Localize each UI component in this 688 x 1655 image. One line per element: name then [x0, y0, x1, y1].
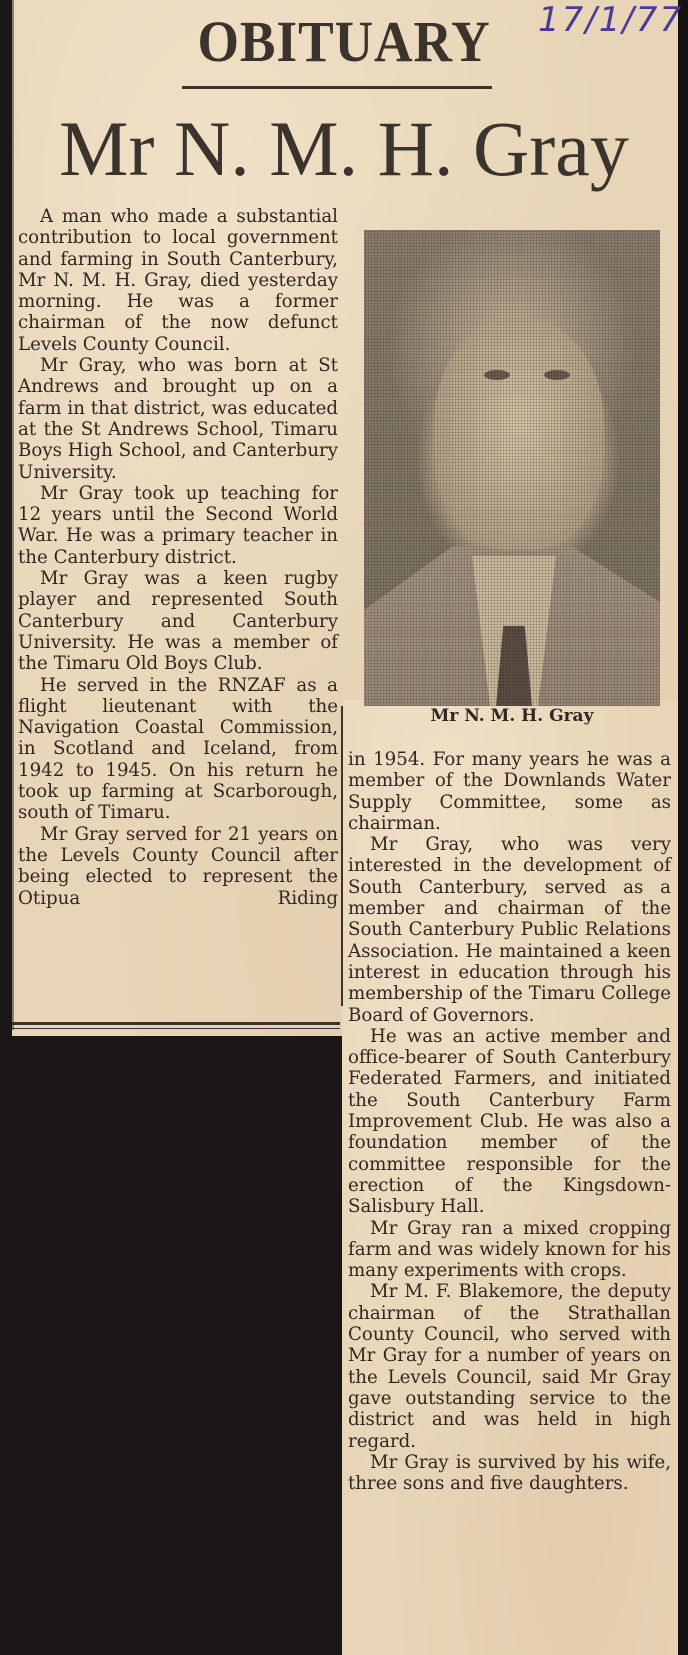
handwritten-date: 17/1/77: [538, 0, 684, 40]
paragraph: A man who made a substantial contribution to local government and farming in South Canterbury, Mr N. M. H. Gray, died yesterday morning. He was a former chairman of the now defunct Levels County Council.: [18, 206, 338, 355]
photo-eye: [544, 370, 570, 380]
continuation-paragraph: in 1954. For many years he was a member of the Downlands Water Supply Committee, some as chairman.: [348, 749, 671, 834]
paragraph: Mr Gray, who was very interested in the development of South Canterbury, served as a member and chairman of the South Canterbury Public Relations Association. He maintained a keen interest in education through his membership of the Timaru College Board of Governors.: [348, 834, 671, 1026]
photo-tie: [496, 626, 532, 706]
paragraph: Mr Gray served for 21 years on the Levels County Council after being elected to represent the Otipua Riding: [18, 823, 338, 909]
column-end-rule: [12, 1022, 340, 1025]
photo-collar: [454, 556, 574, 706]
paragraph: Mr Gray ran a mixed cropping farm and was widely known for his many experiments with crops.: [348, 1217, 671, 1282]
right-column: [348, 749, 671, 1494]
paragraph: He served in the RNZAF as a flight lieutenant with the Navigation Coastal Commission, in Scotland and Iceland, from 1942 to 1945. On his return he took up farming at Scarborough, south of Timaru.: [18, 674, 338, 824]
photo-face: [434, 320, 604, 550]
photo-eye: [484, 370, 510, 380]
portrait-photo: [364, 230, 660, 706]
paragraph: Mr M. F. Blakemore, the deputy chairman of the Strathallan County Council, who served with Mr Gray for a number of years on the Levels Council, said Mr Gray gave outstanding service to the district and was held in high regard.: [348, 1281, 671, 1452]
paragraph: Mr Gray was a keen rugby player and represented South Canterbury and Canterbury University. He was a member of the Timaru Old Boys Club.: [18, 568, 338, 675]
section-label: OBITUARY: [197, 9, 491, 74]
column-end-rule-thin: [12, 1028, 340, 1029]
photo-caption: Mr N. M. H. Gray: [430, 706, 594, 726]
column-divider: [341, 706, 343, 1006]
paragraph: Mr Gray is survived by his wife, three sons and five daughters.: [348, 1451, 671, 1495]
headline: Mr N. M. H. Gray: [59, 105, 629, 192]
photo-jacket: [364, 546, 660, 706]
paragraph: He was an active member and office-bearer of South Canterbury Federated Farmers, and initiated the South Canterbury Farm Improvement Club. He was also a foundation member of the committee responsible for the erection of the Kingsdown-Salisbury Hall.: [348, 1025, 671, 1218]
section-rule: [182, 86, 492, 89]
background-edge: [678, 0, 688, 1655]
paragraph: Mr Gray took up teaching for 12 years until the Second World War. He was a primary teacher in the Canterbury district.: [18, 482, 338, 568]
left-column: [18, 206, 338, 909]
paragraph: Mr Gray, who was born at St Andrews and brought up on a farm in that district, was educated at the St Andrews School, Timaru Boys High School, and Canterbury University.: [18, 355, 338, 483]
